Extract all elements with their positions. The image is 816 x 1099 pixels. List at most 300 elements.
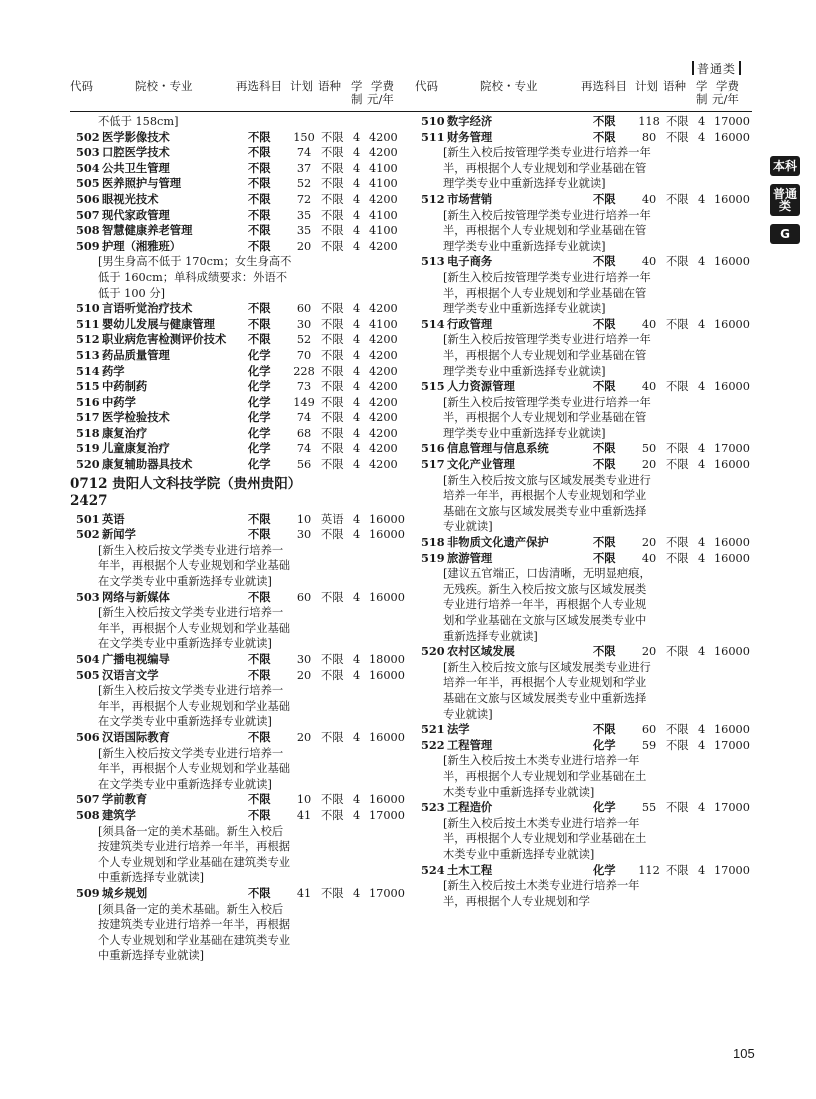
required-subject: 不限 — [248, 176, 271, 191]
duration: 4 — [698, 863, 706, 877]
header-lang: 语种 — [318, 79, 341, 93]
plan-count: 20 — [641, 645, 657, 659]
major-code: 512 — [76, 332, 100, 347]
tuition-fee: 16000 — [369, 793, 405, 807]
language: 不限 — [666, 863, 689, 877]
major-name: 网络与新媒体 — [102, 589, 170, 604]
major-name: 口腔医学技术 — [102, 145, 170, 160]
tuition-fee: 17000 — [714, 863, 750, 877]
table-row — [70, 192, 410, 208]
major-note: 不低于 158cm] — [98, 115, 179, 128]
language: 不限 — [321, 528, 344, 542]
plan-count: 60 — [296, 590, 312, 604]
major-name: 土木工程 — [447, 862, 493, 877]
major-name: 旅游管理 — [447, 550, 493, 565]
language: 不限 — [321, 224, 344, 238]
language: 不限 — [321, 395, 344, 409]
tuition-fee: 16000 — [714, 192, 750, 206]
major-name: 新闻学 — [102, 527, 136, 542]
major-name: 药品质量管理 — [102, 347, 170, 362]
duration: 4 — [698, 801, 706, 815]
header-lang: 语种 — [663, 79, 686, 93]
left-column — [70, 114, 410, 964]
major-name: 广播电视编导 — [102, 652, 170, 666]
language: 不限 — [666, 255, 689, 269]
category-label-text: 普通类 — [697, 62, 737, 76]
header-major: 院校・专业 — [135, 79, 193, 93]
plan-count: 150 — [293, 130, 315, 144]
plan-count: 10 — [296, 793, 312, 807]
major-name: 中药制药 — [102, 379, 148, 394]
major-name: 法学 — [447, 722, 470, 737]
major-code: 512 — [421, 191, 445, 206]
header-fee-2: 元/年 — [367, 92, 394, 106]
major-name: 人力资源管理 — [447, 379, 515, 394]
column-header-left — [70, 80, 410, 110]
major-code: 519 — [76, 441, 100, 456]
duration: 4 — [698, 723, 706, 737]
table-row — [415, 441, 755, 457]
language: 不限 — [321, 130, 344, 144]
major-name: 医学影像技术 — [102, 129, 170, 144]
duration: 4 — [353, 886, 361, 900]
major-name: 英语 — [102, 511, 125, 526]
duration: 4 — [353, 808, 361, 822]
table-row — [70, 161, 410, 177]
tuition-fee: 17000 — [369, 808, 405, 822]
language: 不限 — [321, 426, 344, 440]
required-subject: 化学 — [248, 425, 271, 440]
language: 不限 — [321, 380, 344, 394]
plan-count: 56 — [296, 458, 312, 472]
table-row — [70, 730, 410, 746]
table-row — [415, 800, 755, 816]
table-row — [70, 886, 410, 902]
side-tabs — [770, 156, 800, 252]
table-row — [70, 441, 410, 457]
required-subject: 不限 — [248, 792, 271, 807]
tuition-fee: 4200 — [369, 192, 398, 206]
major-note: [男生身高不低于 170cm；女生身高不低于 160cm；单科成绩要求：外语不低于 100 分] — [98, 255, 292, 300]
tuition-fee: 16000 — [714, 317, 750, 331]
plan-count: 20 — [641, 458, 657, 472]
header-years-2: 制 — [351, 92, 363, 106]
major-note: [须具备一定的美术基础。新生入校后按建筑类专业进行培养一年半，再根据个人专业规划和学业基础在建筑类专业中重新选择专业就读] — [98, 902, 291, 963]
major-code: 519 — [421, 550, 445, 565]
table-row — [70, 348, 410, 364]
table-row — [415, 114, 755, 130]
plan-count: 41 — [296, 808, 312, 822]
major-name: 婴幼儿发展与健康管理 — [102, 316, 215, 331]
plan-count: 52 — [296, 333, 312, 347]
table-row — [70, 792, 410, 808]
required-subject: 不限 — [593, 114, 616, 128]
major-code: 504 — [76, 652, 100, 666]
plan-count: 40 — [641, 192, 657, 206]
major-name: 汉语言文学 — [102, 667, 159, 682]
major-code: 505 — [76, 176, 100, 191]
language: 不限 — [321, 208, 344, 222]
duration: 4 — [353, 380, 361, 394]
required-subject: 化学 — [248, 410, 271, 425]
major-note: [新生入校后按文旅与区域发展类专业进行培养一年半，再根据个人专业规划和学业基础在文旅与区域发展类专业中重新选择专业就读] — [443, 473, 651, 534]
plan-count: 73 — [296, 380, 312, 394]
plan-count: 35 — [296, 224, 312, 238]
major-name: 护理（湘雅班） — [102, 238, 182, 253]
tuition-fee: 4200 — [369, 348, 398, 362]
table-row — [70, 145, 410, 161]
language: 不限 — [321, 364, 344, 378]
duration: 4 — [353, 395, 361, 409]
required-subject: 不限 — [248, 223, 271, 238]
major-code: 502 — [76, 527, 100, 542]
major-note: [新生入校后按管理学类专业进行培养一年半，再根据个人专业规划和学业基础在管理学类专业中重新选择专业就读] — [443, 395, 651, 440]
duration: 4 — [353, 161, 361, 175]
tuition-fee: 4100 — [369, 177, 398, 191]
required-subject: 不限 — [248, 589, 271, 604]
table-row — [415, 192, 755, 208]
required-subject: 化学 — [248, 394, 271, 409]
header-code: 代码 — [70, 79, 93, 93]
duration: 4 — [698, 317, 706, 331]
major-name: 建筑学 — [102, 807, 136, 822]
required-subject: 不限 — [593, 379, 616, 394]
major-code: 501 — [76, 511, 100, 526]
duration: 4 — [353, 730, 361, 744]
language: 不限 — [321, 886, 344, 900]
major-code: 518 — [76, 425, 100, 440]
duration: 4 — [353, 146, 361, 160]
tuition-fee: 4200 — [369, 426, 398, 440]
language: 不限 — [666, 317, 689, 331]
major-code: 507 — [76, 792, 100, 807]
language: 英语 — [321, 512, 344, 526]
language: 不限 — [321, 793, 344, 807]
tuition-fee: 16000 — [369, 528, 405, 542]
major-code: 518 — [421, 535, 445, 550]
table-row — [415, 317, 755, 333]
major-code: 515 — [76, 379, 100, 394]
tuition-fee: 17000 — [714, 738, 750, 752]
major-note: [建议五官端正，口齿清晰，无明显疤痕，无残疾。新生入校后按文旅与区域发展类专业进行培养一年半，再根据个人专业规划和学业基础在文旅与区域发展类专业中重新选择专业就读] — [443, 567, 651, 643]
tuition-fee: 4200 — [369, 364, 398, 378]
language: 不限 — [666, 130, 689, 144]
header-fee: 学费 — [716, 79, 739, 93]
major-code: 521 — [421, 722, 445, 737]
major-code: 513 — [421, 254, 445, 269]
major-note: [新生入校后按管理学类专业进行培养一年半，再根据个人专业规划和学业基础在管理学类专业中重新选择专业就读] — [443, 270, 651, 316]
major-note: [新生入校后按文学类专业进行培养一年半，再根据个人专业规划和学业基础在文学类专业中重新选择专业就读] — [98, 746, 291, 791]
header-major: 院校・专业 — [480, 79, 538, 93]
table-row — [415, 379, 755, 395]
plan-count: 20 — [296, 668, 312, 682]
side-tab-undergrad: 本科 — [770, 156, 800, 176]
table-row — [70, 668, 410, 684]
major-name: 药学 — [102, 363, 125, 378]
major-note: [新生入校后按文学类专业进行培养一年半，再根据个人专业规划和学业基础在文学类专业中重新选择专业就读] — [98, 684, 291, 729]
plan-count: 10 — [296, 512, 312, 526]
duration: 4 — [698, 115, 706, 128]
major-name: 医学检验技术 — [102, 410, 170, 425]
table-row — [70, 208, 410, 224]
school-name: 0712 贵阳人文科技学院（贵州贵阳） — [70, 475, 302, 492]
language: 不限 — [321, 668, 344, 682]
major-code: 503 — [76, 145, 100, 160]
language: 不限 — [321, 590, 344, 604]
duration: 4 — [353, 130, 361, 144]
required-subject: 不限 — [248, 316, 271, 331]
required-subject: 不限 — [248, 160, 271, 175]
plan-count: 30 — [296, 528, 312, 542]
header-subject: 再选科目 — [236, 79, 282, 93]
plan-count: 118 — [638, 115, 660, 128]
language: 不限 — [666, 645, 689, 659]
required-subject: 化学 — [593, 862, 616, 877]
major-note: [新生入校后按土木类专业进行培养一年半，再根据个人专业规划和学业基础在土木类专业中重新选择专业就读] — [443, 816, 647, 861]
required-subject: 化学 — [248, 347, 271, 362]
required-subject: 不限 — [248, 807, 271, 822]
required-subject: 不限 — [593, 457, 616, 472]
language: 不限 — [666, 723, 689, 737]
language: 不限 — [321, 348, 344, 362]
plan-count: 52 — [296, 177, 312, 191]
school-heading — [70, 476, 325, 510]
tuition-fee: 4200 — [369, 395, 398, 409]
language: 不限 — [666, 738, 689, 752]
language: 不限 — [321, 442, 344, 456]
major-name: 公共卫生管理 — [102, 160, 170, 175]
language: 不限 — [321, 808, 344, 822]
plan-count: 74 — [296, 442, 312, 456]
duration: 4 — [353, 364, 361, 378]
tuition-fee: 4200 — [369, 302, 398, 316]
language: 不限 — [666, 536, 689, 550]
header-fee-2: 元/年 — [712, 92, 739, 106]
language: 不限 — [666, 551, 689, 565]
required-subject: 不限 — [248, 652, 271, 666]
duration: 4 — [353, 302, 361, 316]
major-name: 工程造价 — [447, 800, 493, 815]
major-code: 508 — [76, 223, 100, 238]
tuition-fee: 4200 — [369, 333, 398, 347]
table-row — [70, 808, 410, 824]
required-subject: 不限 — [593, 191, 616, 206]
major-name: 医养照护与管理 — [102, 176, 182, 191]
language: 不限 — [666, 380, 689, 394]
language: 不限 — [321, 730, 344, 744]
tuition-fee: 16000 — [369, 668, 405, 682]
duration: 4 — [698, 738, 706, 752]
plan-count: 80 — [641, 130, 657, 144]
major-code: 506 — [76, 729, 100, 744]
language: 不限 — [666, 192, 689, 206]
major-code: 514 — [76, 363, 100, 378]
major-name: 信息管理与信息系统 — [447, 441, 549, 456]
duration: 4 — [353, 348, 361, 362]
plan-count: 74 — [296, 146, 312, 160]
plan-count: 74 — [296, 411, 312, 425]
duration: 4 — [353, 653, 361, 666]
major-name: 眼视光技术 — [102, 191, 159, 206]
language: 不限 — [321, 333, 344, 347]
major-name: 言语听觉治疗技术 — [102, 301, 193, 316]
tuition-fee: 4200 — [369, 130, 398, 144]
side-tab-general: 普通类 — [770, 184, 800, 216]
major-code: 505 — [76, 667, 100, 682]
table-row — [70, 410, 410, 426]
major-note: [新生入校后按文旅与区域发展类专业进行培养一年半，再根据个人专业规划和学业基础在文旅与区域发展类专业中重新选择专业就读] — [443, 660, 651, 721]
plan-count: 30 — [296, 653, 312, 666]
required-subject: 不限 — [248, 332, 271, 347]
major-code: 511 — [421, 129, 445, 144]
duration: 4 — [353, 177, 361, 191]
major-name: 学前教育 — [102, 792, 148, 807]
header-code: 代码 — [415, 79, 438, 93]
required-subject: 不限 — [593, 535, 616, 550]
plan-count: 70 — [296, 348, 312, 362]
header-plan: 计划 — [635, 79, 658, 93]
duration: 4 — [698, 255, 706, 269]
tuition-fee: 16000 — [369, 730, 405, 744]
required-subject: 不限 — [248, 145, 271, 160]
tuition-fee: 16000 — [714, 723, 750, 737]
duration: 4 — [353, 668, 361, 682]
table-row — [70, 426, 410, 442]
required-subject: 化学 — [593, 800, 616, 815]
major-note: [新生入校后按管理学类专业进行培养一年半，再根据个人专业规划和学业基础在管理学类专业中重新选择专业就读] — [443, 208, 651, 253]
divider-left — [692, 61, 694, 75]
major-name: 儿童康复治疗 — [102, 441, 170, 456]
plan-count: 40 — [641, 255, 657, 269]
duration: 4 — [698, 536, 706, 550]
page-number: 105 — [733, 1046, 755, 1061]
language: 不限 — [321, 317, 344, 331]
plan-count: 35 — [296, 208, 312, 222]
header-divider — [70, 111, 752, 112]
required-subject: 化学 — [248, 379, 271, 394]
category-label — [689, 60, 744, 77]
tuition-fee: 16000 — [369, 590, 405, 604]
header-fee: 学费 — [371, 79, 394, 93]
table-row — [415, 644, 755, 660]
duration: 4 — [353, 192, 361, 206]
table-row — [415, 722, 755, 738]
tuition-fee: 17000 — [714, 442, 750, 456]
required-subject: 不限 — [248, 191, 271, 206]
tuition-fee: 4100 — [369, 208, 398, 222]
tuition-fee: 4200 — [369, 411, 398, 425]
plan-count: 40 — [641, 551, 657, 565]
tuition-fee: 16000 — [714, 255, 750, 269]
plan-count: 41 — [296, 886, 312, 900]
table-row — [70, 301, 410, 317]
tuition-fee: 4200 — [369, 442, 398, 456]
table-row — [415, 863, 755, 879]
required-subject: 不限 — [593, 441, 616, 456]
major-name: 文化产业管理 — [447, 457, 515, 472]
tuition-fee: 16000 — [714, 458, 750, 472]
major-name: 职业病危害检测评价技术 — [102, 332, 227, 347]
major-name: 城乡规划 — [102, 885, 148, 900]
major-code: 508 — [76, 807, 100, 822]
tuition-fee: 4100 — [369, 224, 398, 238]
tuition-fee: 17000 — [369, 886, 405, 900]
tuition-fee: 18000 — [369, 653, 405, 666]
plan-count: 55 — [641, 801, 657, 815]
plan-count: 72 — [296, 192, 312, 206]
required-subject: 化学 — [248, 441, 271, 456]
duration: 4 — [698, 458, 706, 472]
side-tab-g: G — [770, 224, 800, 244]
language: 不限 — [321, 239, 344, 253]
duration: 4 — [353, 224, 361, 238]
duration: 4 — [353, 793, 361, 807]
duration: 4 — [353, 528, 361, 542]
major-name: 市场营销 — [447, 191, 493, 206]
tuition-fee: 4200 — [369, 380, 398, 394]
tuition-fee: 4100 — [369, 317, 398, 331]
major-code: 503 — [76, 589, 100, 604]
major-code: 520 — [76, 457, 100, 472]
language: 不限 — [321, 653, 344, 666]
tuition-fee: 16000 — [714, 551, 750, 565]
major-name: 中药学 — [102, 394, 136, 409]
major-name: 非物质文化遗产保护 — [447, 535, 549, 550]
required-subject: 不限 — [593, 129, 616, 144]
major-name: 农村区域发展 — [447, 644, 515, 659]
duration: 4 — [698, 442, 706, 456]
major-code: 511 — [76, 316, 100, 331]
major-name: 行政管理 — [447, 316, 493, 331]
major-code: 516 — [421, 441, 445, 456]
table-row — [70, 176, 410, 192]
tuition-fee: 4200 — [369, 146, 398, 160]
tuition-fee: 16000 — [369, 512, 405, 526]
major-code: 524 — [421, 862, 445, 877]
duration: 4 — [698, 380, 706, 394]
language: 不限 — [321, 177, 344, 191]
required-subject: 不限 — [248, 511, 271, 526]
major-name: 康复辅助器具技术 — [102, 457, 193, 472]
plan-count: 149 — [293, 395, 315, 409]
tuition-fee: 16000 — [714, 536, 750, 550]
major-code: 517 — [421, 457, 445, 472]
required-subject: 不限 — [248, 885, 271, 900]
language: 不限 — [666, 458, 689, 472]
language: 不限 — [321, 161, 344, 175]
header-years-2: 制 — [696, 92, 708, 106]
major-note: [新生入校后按土木类专业进行培养一年半，再根据个人专业规划和学 — [443, 879, 640, 908]
required-subject: 不限 — [248, 301, 271, 316]
tuition-fee: 4200 — [369, 239, 398, 253]
divider-right — [739, 61, 741, 75]
plan-count: 30 — [296, 317, 312, 331]
tuition-fee: 4200 — [369, 458, 398, 472]
plan-count: 37 — [296, 161, 312, 175]
major-code: 515 — [421, 379, 445, 394]
major-code: 520 — [421, 644, 445, 659]
table-row — [70, 364, 410, 380]
major-code: 506 — [76, 191, 100, 206]
major-name: 财务管理 — [447, 129, 493, 144]
tuition-fee: 16000 — [714, 380, 750, 394]
duration: 4 — [353, 442, 361, 456]
required-subject: 不限 — [593, 550, 616, 565]
table-row — [70, 457, 410, 473]
required-subject: 不限 — [593, 254, 616, 269]
duration: 4 — [353, 590, 361, 604]
major-name: 康复治疗 — [102, 425, 148, 440]
